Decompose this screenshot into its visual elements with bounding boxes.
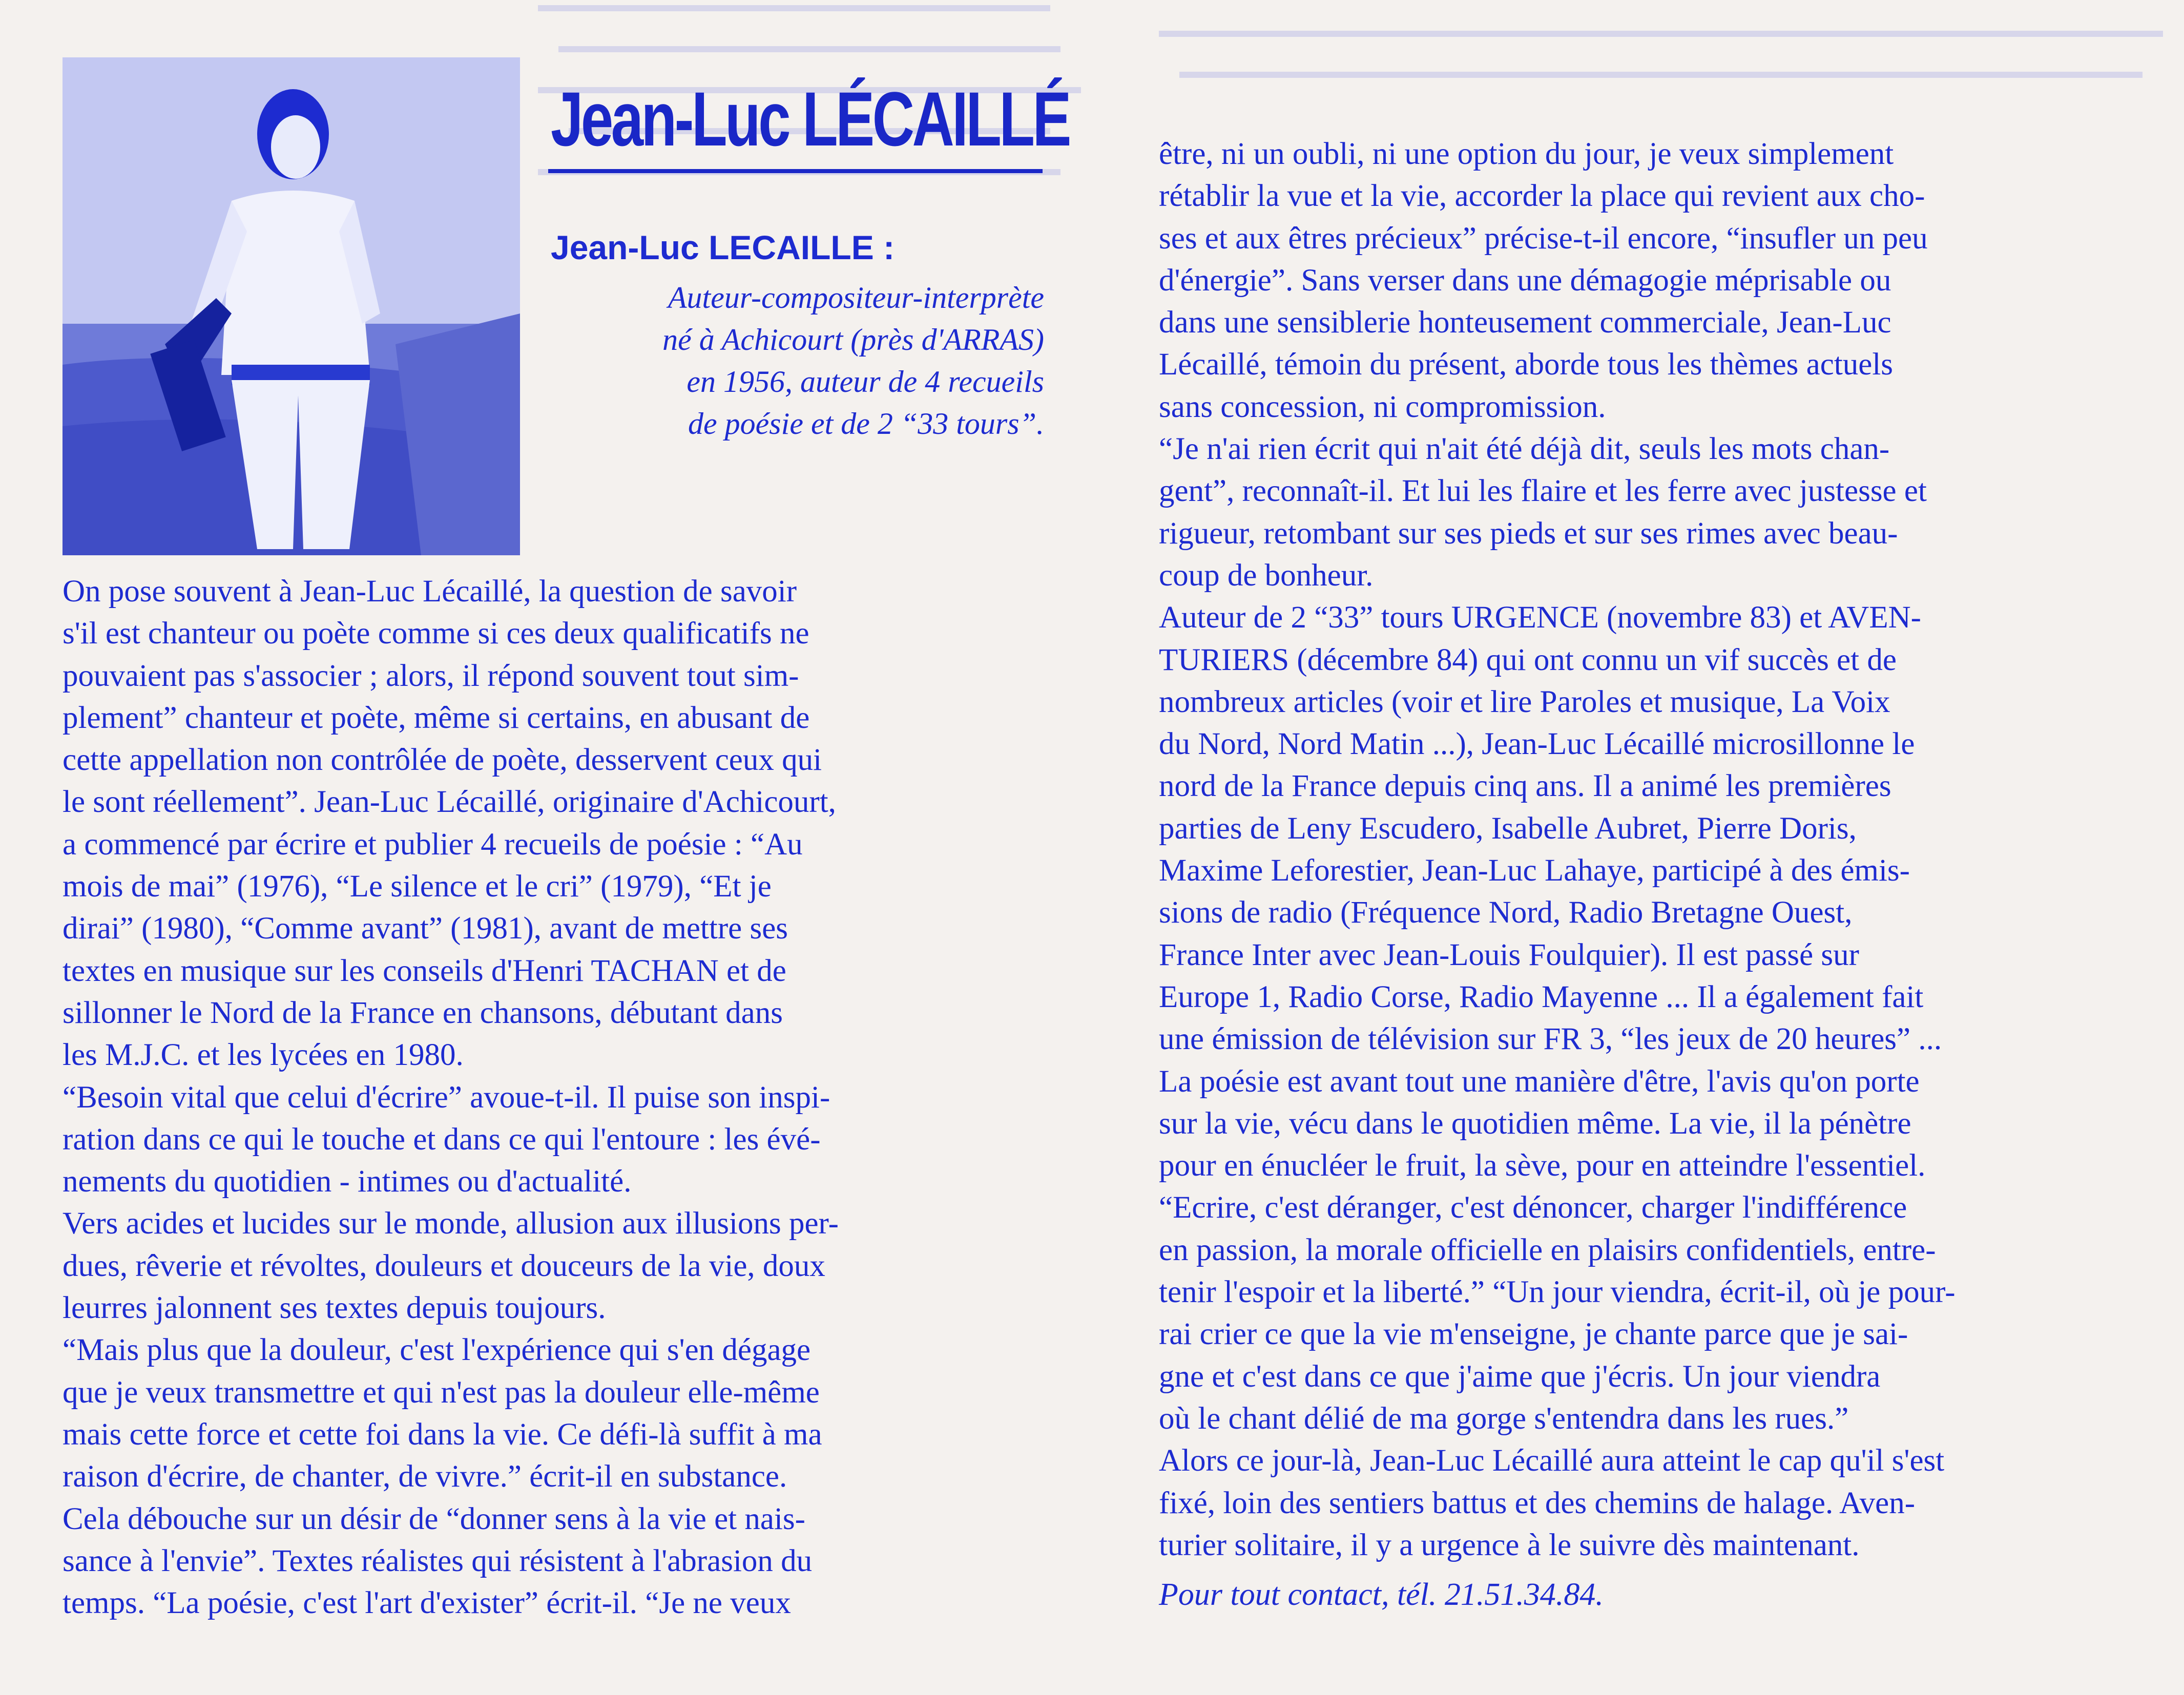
text-line: “Ecrire, c'est déranger, c'est dénoncer, charger l'indifférence <box>1159 1190 1907 1225</box>
text-line: d'énergie”. Sans verser dans une démagogie méprisable ou <box>1159 263 1891 298</box>
text-line: tenir l'espoir et la liberté.” “Un jour viendra, écrit-il, où je pour- <box>1159 1275 1956 1310</box>
text-line: turier solitaire, il y a urgence à le suivre dès maintenant. <box>1159 1527 1860 1562</box>
text-line: ses et aux êtres précieux” précise-t-il encore, “insufler un peu <box>1159 221 1928 256</box>
text-line: gent”, reconnaît-il. Et lui les flaire et les ferre avec justesse et <box>1159 474 1927 509</box>
text-line: gne et c'est dans ce que j'aime que j'écris. Un jour viendra <box>1159 1359 1881 1394</box>
text-line: sur la vie, vécu dans le quotidien même. La vie, il la pénètre <box>1159 1106 1911 1141</box>
text-line: “Mais plus que la douleur, c'est l'expérience qui s'en dégage <box>63 1333 811 1368</box>
text-line: raison d'écrire, de chanter, de vivre.” écrit-il en substance. <box>63 1459 787 1494</box>
text-line: que je veux transmettre et qui n'est pas la douleur elle-même <box>63 1375 820 1410</box>
portrait-photo <box>63 57 520 555</box>
text-line: Vers acides et lucides sur le monde, allusion aux illusions per- <box>63 1206 839 1241</box>
intro-block <box>481 277 1044 445</box>
intro-line: en 1956, auteur de 4 recueils <box>687 365 1044 399</box>
text-line: textes en musique sur les conseils d'Henri TACHAN et de <box>63 953 786 988</box>
text-line: sans concession, ni compromission. <box>1159 389 1606 424</box>
contact-line: Pour tout contact, tél. 21.51.34.84. <box>1159 1577 1604 1612</box>
left-column <box>63 571 1046 1624</box>
intro-name: Jean-Luc LECAILLE : <box>551 228 895 266</box>
text-line: dues, rêverie et révoltes, douleurs et douceurs de la vie, doux <box>63 1248 825 1283</box>
headline: Jean-Luc LÉCAILLÉ <box>551 76 1069 162</box>
text-line: France Inter avec Jean-Louis Foulquier). Il est passé sur <box>1159 937 1859 972</box>
text-line: rai crier ce que la vie m'enseigne, je chante parce que je sai- <box>1159 1317 1908 1352</box>
text-line: une émission de télévision sur FR 3, “les jeux de 20 heures” ... <box>1159 1022 1942 1057</box>
text-line: nombreux articles (voir et lire Paroles et musique, La Voix <box>1159 684 1890 719</box>
text-line: “Besoin vital que celui d'écrire” avoue-t-il. Il puise son inspi- <box>63 1080 830 1115</box>
intro-line: de poésie et de 2 “33 tours”. <box>688 407 1044 441</box>
text-line: sillonner le Nord de la France en chansons, débutant dans <box>63 995 783 1030</box>
text-line: cette appellation non contrôlée de poète, desservent ceux qui <box>63 743 822 778</box>
text-line: du Nord, Nord Matin ...), Jean-Luc Lécaillé microsillonne le <box>1159 727 1915 762</box>
text-line: être, ni un oubli, ni une option du jour, je veux simplement <box>1159 137 1894 171</box>
text-line: dans une sensiblerie honteusement commerciale, Jean-Luc <box>1159 305 1891 340</box>
text-line: rétablir la vue et la vie, accorder la place qui revient aux cho- <box>1159 179 1925 214</box>
text-line: coup de bonheur. <box>1159 558 1374 593</box>
right-column <box>1159 133 2143 1566</box>
text-line: pour en énucléer le fruit, la sève, pour en atteindre l'essentiel. <box>1159 1148 1926 1183</box>
text-line: où le chant délié de ma gorge s'entendra dans les rues.” <box>1159 1401 1849 1436</box>
intro-line: né à Achicourt (près d'ARRAS) <box>662 323 1044 357</box>
text-line: nements du quotidien - intimes ou d'actualité. <box>63 1164 632 1199</box>
text-line: a commencé par écrire et publier 4 recueils de poésie : “Au <box>63 827 803 862</box>
text-line: les M.J.C. et les lycées en 1980. <box>63 1038 464 1073</box>
text-line: le sont réellement”. Jean-Luc Lécaillé, originaire d'Achicourt, <box>63 785 836 820</box>
text-line: “Je n'ai rien écrit qui n'ait été déjà dit, seuls les mots chan- <box>1159 432 1890 467</box>
text-line: s'il est chanteur ou poète comme si ces deux qualificatifs ne <box>63 616 809 651</box>
headline-underline <box>548 169 1043 173</box>
text-line: On pose souvent à Jean-Luc Lécaillé, la question de savoir <box>63 574 797 609</box>
text-line: plement” chanteur et poète, même si certains, en abusant de <box>63 700 810 735</box>
text-line: en passion, la morale officielle en plaisirs confidentiels, entre- <box>1159 1232 1936 1267</box>
text-line: sance à l'envie”. Textes réalistes qui résistent à l'abrasion du <box>63 1543 813 1578</box>
intro-line: Auteur-compositeur-interprète <box>668 281 1044 315</box>
text-line: Alors ce jour-là, Jean-Luc Lécaillé aura atteint le cap qu'il s'est <box>1159 1443 1945 1478</box>
text-line: sions de radio (Fréquence Nord, Radio Bretagne Ouest, <box>1159 895 1853 930</box>
text-line: Auteur de 2 “33” tours URGENCE (novembre 83) et AVEN- <box>1159 600 1921 635</box>
text-line: mais cette force et cette foi dans la vie. Ce défi-là suffit à ma <box>63 1417 822 1452</box>
text-line: nord de la France depuis cinq ans. Il a animé les premières <box>1159 769 1891 804</box>
text-line: Maxime Leforestier, Jean-Luc Lahaye, participé à des émis- <box>1159 853 1910 888</box>
text-line: Lécaillé, témoin du présent, aborde tous les thèmes actuels <box>1159 347 1894 382</box>
text-line: ration dans ce qui le touche et dans ce qui l'entoure : les évé- <box>63 1122 821 1157</box>
portrait-photo-graphic <box>63 57 520 555</box>
text-line: parties de Leny Escudero, Isabelle Aubret, Pierre Doris, <box>1159 811 1857 846</box>
text-line: pouvaient pas s'associer ; alors, il répond souvent tout sim- <box>63 658 799 693</box>
text-line: dirai” (1980), “Comme avant” (1981), avant de mettre ses <box>63 911 788 946</box>
text-line: rigueur, retombant sur ses pieds et sur ses rimes avec beau- <box>1159 516 1898 551</box>
text-line: Europe 1, Radio Corse, Radio Mayenne ... Il a également fait <box>1159 979 1924 1014</box>
text-line: leurres jalonnent ses textes depuis toujours. <box>63 1291 606 1326</box>
text-line: fixé, loin des sentiers battus et des chemins de halage. Aven- <box>1159 1485 1916 1520</box>
text-line: temps. “La poésie, c'est l'art d'exister” écrit-il. “Je ne veux <box>63 1586 791 1621</box>
text-line: Cela débouche sur un désir de “donner sens à la vie et nais- <box>63 1501 805 1536</box>
text-line: TURIERS (décembre 84) qui ont connu un vif succès et de <box>1159 642 1897 677</box>
show-through-shadow <box>1159 0 2173 125</box>
text-line: mois de mai” (1976), “Le silence et le cri” (1979), “Et je <box>63 869 772 904</box>
text-line: La poésie est avant tout une manière d'être, l'avis qu'on porte <box>1159 1064 1920 1099</box>
